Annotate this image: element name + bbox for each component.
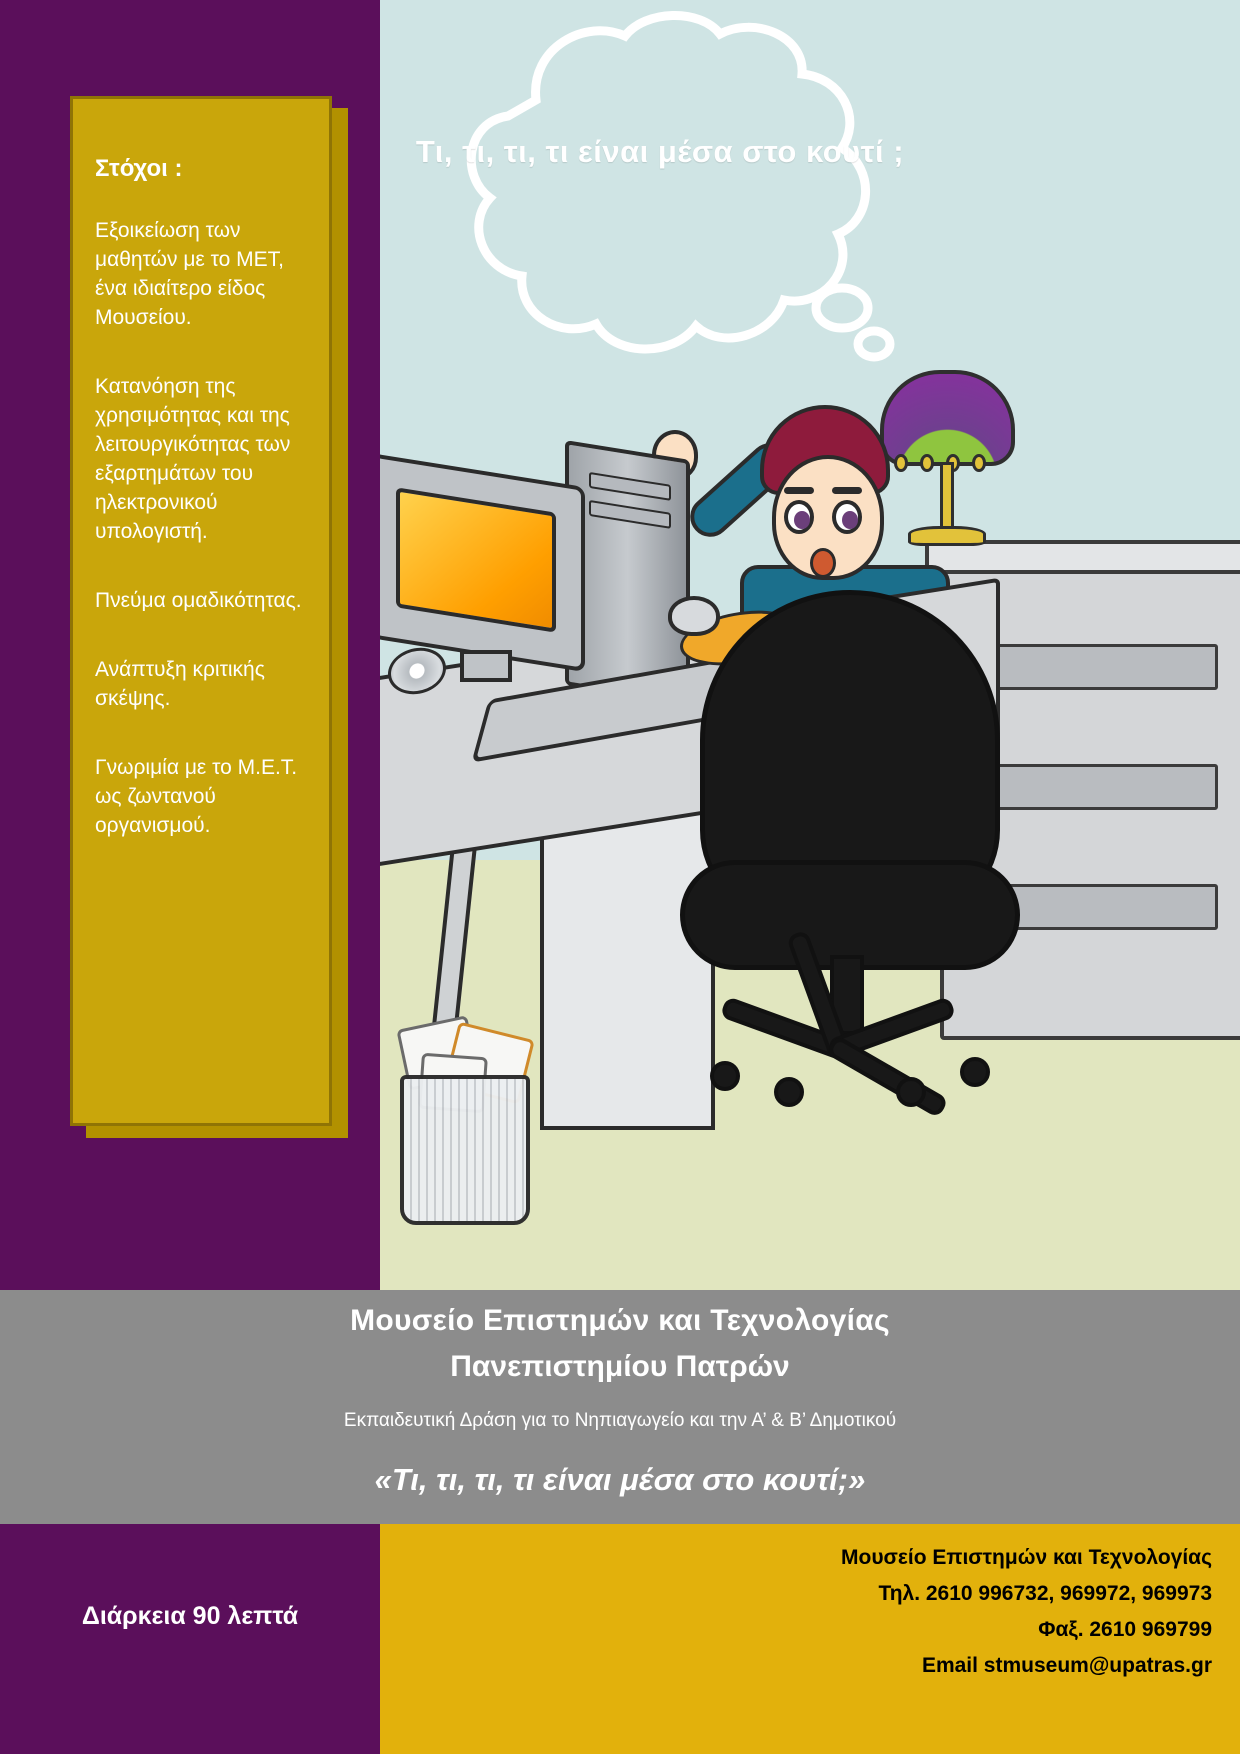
lamp-bead	[920, 454, 934, 472]
contact-email[interactable]: Email stmuseum@upatras.gr	[921, 1654, 1212, 1678]
chair-wheel	[896, 1077, 926, 1107]
contact-phone: Τηλ. 2610 996732, 969972, 969973	[878, 1582, 1212, 1606]
desk-side-panel	[540, 790, 715, 1130]
office-chair-seat	[680, 860, 1020, 970]
cabinet-drawer	[968, 764, 1218, 810]
waste-basket	[400, 1075, 530, 1225]
office-chair-base	[710, 1015, 1000, 1101]
child-pupil	[842, 511, 858, 529]
child-mouth	[810, 548, 836, 578]
child-pupil	[794, 511, 810, 529]
goal-item: Γνωριμία με το Μ.Ε.Τ. ως ζωντανού οργανισμού.	[95, 755, 298, 837]
goal-item: Κατανόηση της χρησιμότητας και της λειτουργικότητας των εξαρτημάτων του ηλεκτρονικού υπολογιστή.	[95, 374, 291, 543]
lamp-bead	[894, 454, 908, 472]
chair-leg	[826, 1034, 950, 1118]
thought-bubble-icon	[410, 8, 910, 398]
child-eyebrow	[832, 487, 862, 494]
museum-banner	[0, 1290, 1240, 1524]
child-eye	[784, 500, 814, 534]
tower-drive-bay	[589, 500, 671, 529]
chair-wheel	[710, 1061, 740, 1091]
goal-item: Εξοικείωση των μαθητών με το ΜΕΤ, ένα ιδιαίτερο είδος Μουσείου.	[95, 219, 284, 329]
museum-name-line-1: Μουσείο Επιστημών και Τεχνολογίας	[350, 1304, 890, 1337]
chair-wheel	[774, 1077, 804, 1107]
audience-line: Εκπαιδευτική Δράση για το Νηπιαγωγείο και την Α’ & Β’ Δημοτικού	[343, 1410, 897, 1431]
illustration-panel	[380, 0, 1240, 1290]
goals-box	[70, 96, 332, 1126]
monitor-stand	[460, 650, 512, 682]
lamp-base	[908, 526, 986, 546]
contact-fax: Φαξ. 2610 969799	[1038, 1618, 1212, 1642]
goal-item: Πνεύμα ομαδικότητας.	[95, 588, 302, 612]
contact-band	[380, 1524, 1240, 1754]
contact-museum-name: Μουσείο Επιστημών και Τεχνολογίας	[841, 1546, 1212, 1569]
duration-text: Διάρκεια 90 λεπτά	[81, 1602, 299, 1630]
monitor-screen	[396, 487, 556, 632]
museum-name-line-2: Πανεπιστημίου Πατρών	[450, 1350, 790, 1383]
child-eyebrow	[784, 487, 814, 494]
lamp-neck	[940, 462, 954, 532]
tower-drive-bay	[589, 472, 671, 501]
activity-title: «Τι, τι, τι, τι είναι μέσα στο κουτί;»	[374, 1462, 866, 1497]
contact-block	[452, 1540, 1212, 1684]
mouse	[668, 596, 720, 636]
cabinet-drawer	[968, 644, 1218, 690]
goals-title: Στόχοι :	[95, 155, 183, 182]
goal-item: Ανάπτυξη κριτικής σκέψης.	[95, 657, 265, 710]
thought-bubble-text: Τι, τι, τι, τι είναι μέσα στο κουτί ;	[415, 134, 905, 169]
duration-band	[0, 1524, 380, 1754]
chair-wheel	[960, 1057, 990, 1087]
child-eye	[832, 500, 862, 534]
lamp-bead	[972, 454, 986, 472]
